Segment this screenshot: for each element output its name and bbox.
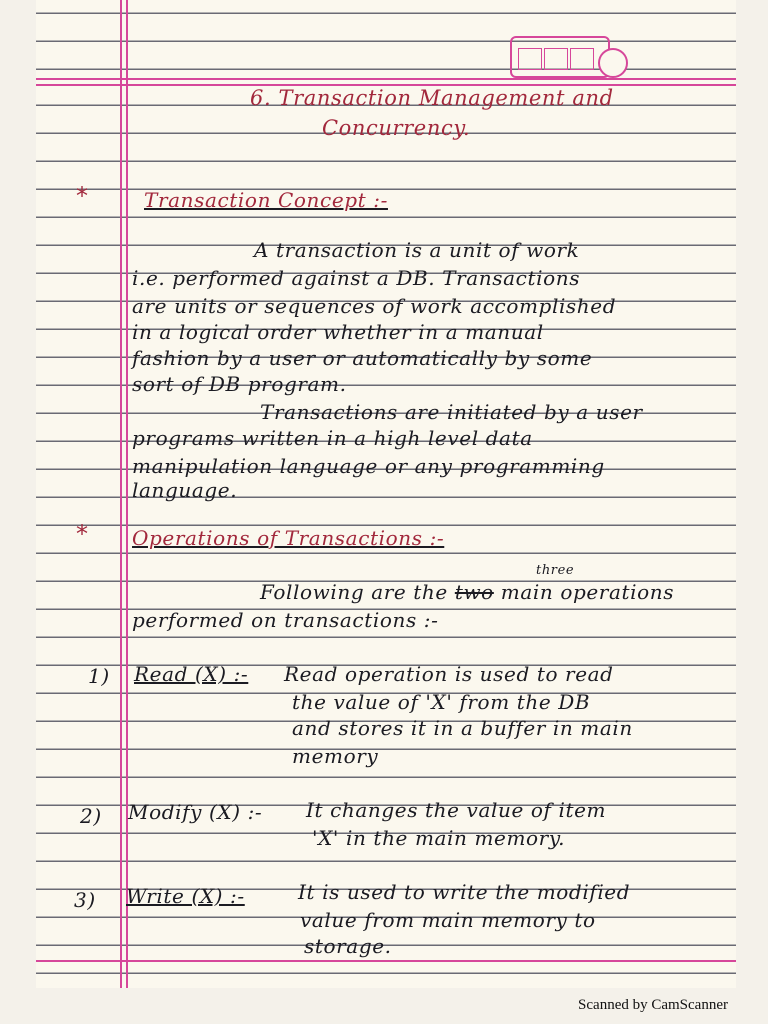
text-line: 'X' in the main memory.: [312, 826, 566, 850]
text-line: It is used to write the modified: [298, 880, 631, 904]
text-line: It changes the value of item: [306, 798, 607, 822]
struck-word: two: [454, 580, 494, 604]
intro-line: Following are the two main operations: [260, 580, 675, 604]
text-line: sort of DB program.: [132, 372, 347, 396]
scanner-watermark: Scanned by CamScanner: [578, 997, 728, 1013]
text-line: in a logical order whether in a manual: [132, 320, 544, 344]
text-line: programs written in a high level data: [132, 426, 533, 450]
text-line: storage.: [304, 934, 392, 958]
margin-line: [126, 0, 128, 988]
item-term: Write (X) :-: [126, 884, 245, 908]
item-number: 2): [80, 804, 102, 828]
notebook-page: [36, 0, 736, 988]
text-line: manipulation language or any programming: [132, 454, 605, 478]
page-number-circle: [598, 48, 628, 78]
text-line: value from main memory to: [300, 908, 596, 932]
text-line: Read operation is used to read: [284, 662, 614, 686]
text-line: the value of 'X' from the DB: [292, 690, 591, 714]
text-line: performed on transactions :-: [132, 608, 439, 632]
text-line: and stores it in a buffer in main: [292, 716, 633, 740]
page-title-line1: 6. Transaction Management and: [250, 86, 614, 110]
star-bullet: *: [76, 182, 88, 210]
star-bullet: *: [76, 520, 88, 548]
section-heading-operations: Operations of Transactions :-: [132, 526, 445, 550]
text-line: memory: [292, 744, 379, 768]
text-line: fashion by a user or automatically by some: [132, 346, 593, 370]
text-line: are units or sequences of work accomplished: [132, 294, 617, 318]
text-line: i.e. performed against a DB. Transactions: [132, 266, 581, 290]
item-term: Read (X) :-: [134, 662, 249, 686]
header-line: [36, 78, 736, 80]
text-line: language.: [132, 478, 238, 502]
inserted-word: three: [536, 563, 575, 578]
item-number: 3): [74, 888, 96, 912]
text-line: Transactions are initiated by a user: [260, 400, 643, 424]
margin-line: [120, 0, 122, 988]
page-title-line2: Concurrency.: [322, 116, 471, 140]
section-heading-concept: Transaction Concept :-: [144, 188, 388, 212]
footer-line: [36, 960, 736, 962]
item-number: 1): [88, 664, 110, 688]
item-term: Modify (X) :-: [128, 800, 263, 824]
text-line: A transaction is a unit of work: [254, 238, 580, 262]
date-box: [510, 36, 610, 78]
